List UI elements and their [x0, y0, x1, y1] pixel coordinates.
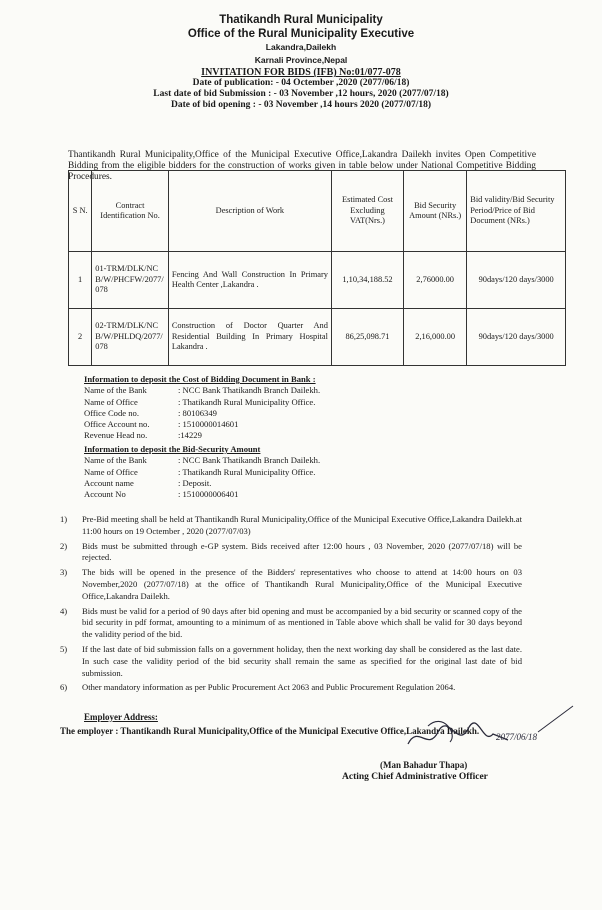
- table-row: [69, 252, 566, 309]
- signature-mark: [388, 704, 578, 766]
- cell-description: Construction of Doctor Quarter And Residential Building In Primary Hospital Lakandra .: [168, 309, 331, 366]
- signatory-name: (Man Bahadur Thapa): [380, 760, 468, 770]
- list-item: Account name : Deposit.: [84, 477, 212, 488]
- bank-security-info: [84, 444, 320, 500]
- cell-description: Fencing And Wall Construction In Primary Health Center ,Lakandra .: [168, 252, 331, 309]
- cell-sn: 2: [69, 309, 92, 366]
- list-item: Office Account no. : 1510000014601: [84, 419, 239, 430]
- table-header-row: [69, 171, 566, 252]
- conditions-list: [60, 514, 522, 697]
- municipality-name: Thatikandh Rural Municipality: [219, 14, 383, 26]
- header-sn: S N.: [69, 171, 92, 252]
- list-item: Office Code no. : 80106349: [84, 407, 217, 418]
- cell-bid-validity: 90days/120 days/3000: [467, 309, 566, 366]
- list-item: 6) Other mandatory information as per Public Procurement Act 2063 and Public Procurement Regulation 2064.: [60, 682, 456, 693]
- list-item: Name of Office : Thatikandh Rural Municipality Office.: [84, 466, 316, 477]
- cell-bid-security: 2,76000.00: [404, 252, 467, 309]
- bank-document-info: [84, 374, 320, 442]
- bank-security-title: Information to deposit the Bid-Security Amount: [84, 444, 261, 454]
- office-location: Lakandra,Dailekh: [265, 42, 337, 52]
- list-item: Name of Office : Thatikandh Rural Municipality Office.: [84, 396, 316, 407]
- cell-estimated-cost: 86,25,098.71: [331, 309, 403, 366]
- list-item: Name of the Bank : NCC Bank Thatikandh Branch Dailekh.: [84, 385, 321, 396]
- list-item: Revenue Head no. :14229: [84, 430, 202, 441]
- list-item: Account No : 1510000006401: [84, 489, 239, 500]
- list-item: 2) Bids must be submitted through e-GP system. Bids received after 12:00 hours , 03 November, 2020 (2077/07/18) will be rejected.: [60, 540, 522, 563]
- header-estimated-cost: Estimated Cost Excluding VAT(Nrs.): [331, 171, 403, 252]
- employer-address: The employer : Thantikandh Rural Municipality,Office of the Municipal Executive Office,Lakandra Dailekh.: [60, 726, 480, 736]
- signature-date: 2077/06/18: [496, 732, 538, 742]
- list-item: Name of the Bank : NCC Bank Thatikandh Branch Dailekh.: [84, 455, 321, 466]
- cell-contract-id: 02-TRM/DLK/NCB/W/PHLDQ/2077/078: [92, 309, 169, 366]
- opening-date: Date of bid opening : - 03 November ,14 hours 2020 (2077/07/18): [170, 100, 432, 110]
- header-description: Description of Work: [168, 171, 331, 252]
- cell-sn: 1: [69, 252, 92, 309]
- header-bid-security: Bid Security Amount (NRs.): [404, 171, 467, 252]
- list-item: 3) The bids will be opened in the presence of the Bidders' representatives who choose to attend at 14:00 hours on 03 November,2020 (2077/07/18) at the office of Thantikandh Rural Municipality,Office of the Municipal Executive Office,Lakandra Dailekh.: [60, 567, 522, 601]
- cell-estimated-cost: 1,10,34,188.52: [331, 252, 403, 309]
- list-item: 5) If the last date of bid submission falls on a government holiday, then the next working day shall be considered as the last date. In such case the validity period of the bid security shall remain the same as specified for the original last date of bid submission.: [60, 643, 522, 678]
- bids-table: [68, 170, 566, 366]
- list-item: 1) Pre-Bid meeting shall be held at Thantikandh Rural Municipality,Office of the Municipal Executive Office,Lakandra Dailekh.at 11:00 hours on 19 Octember , 2020 (2077/07/03): [60, 514, 522, 536]
- bank-document-title: Information to deposit the Cost of Bidding Document in Bank :: [84, 374, 316, 384]
- document-header: [0, 13, 602, 111]
- table-row: [69, 309, 566, 366]
- cell-bid-validity: 90days/120 days/3000: [467, 252, 566, 309]
- header-contract-id: Contract Identification No.: [92, 171, 169, 252]
- intro-paragraph: Thantikandh Rural Municipality,Office of the Municipal Executive Office,Lakandra Dailekh invites Open Competitive Bidding from the eligible bidders for the construction of works given in table below under National Competitive Bidding Procedures.: [68, 150, 536, 182]
- signatory-post: Acting Chief Administrative Officer: [342, 772, 488, 782]
- employer-address-title: Employer Address:: [84, 712, 158, 722]
- submission-deadline: Last date of bid Submission : - 03 November ,12 hours, 2020 (2077/07/18): [153, 89, 449, 99]
- cell-contract-id: 01-TRM/DLK/NCB/W/PHCFW/2077/078: [92, 252, 169, 309]
- cell-bid-security: 2,16,000.00: [404, 309, 467, 366]
- province-name: Karnali Province,Nepal: [254, 55, 348, 65]
- header-bid-validity: Bid validity/Bid Security Period/Price of Bid Document (NRs.): [467, 171, 566, 252]
- list-item: 4) Bids must be valid for a period of 90 days after bid opening and must be accompanied by a bid security or scanned copy of the bid security in pdf format, amounting to a minimum of as mentioned in Table above which shall be valid for 30 days beyond the validity period of the bid.: [60, 605, 522, 640]
- office-name: Office of the Rural Municipality Executive: [187, 28, 415, 40]
- publication-date: Date of publication: - 04 Octember ,2020 (2077/06/18): [192, 78, 410, 88]
- ifb-number: INVITATION FOR BIDS (IFB) No:01/077-078: [201, 67, 401, 78]
